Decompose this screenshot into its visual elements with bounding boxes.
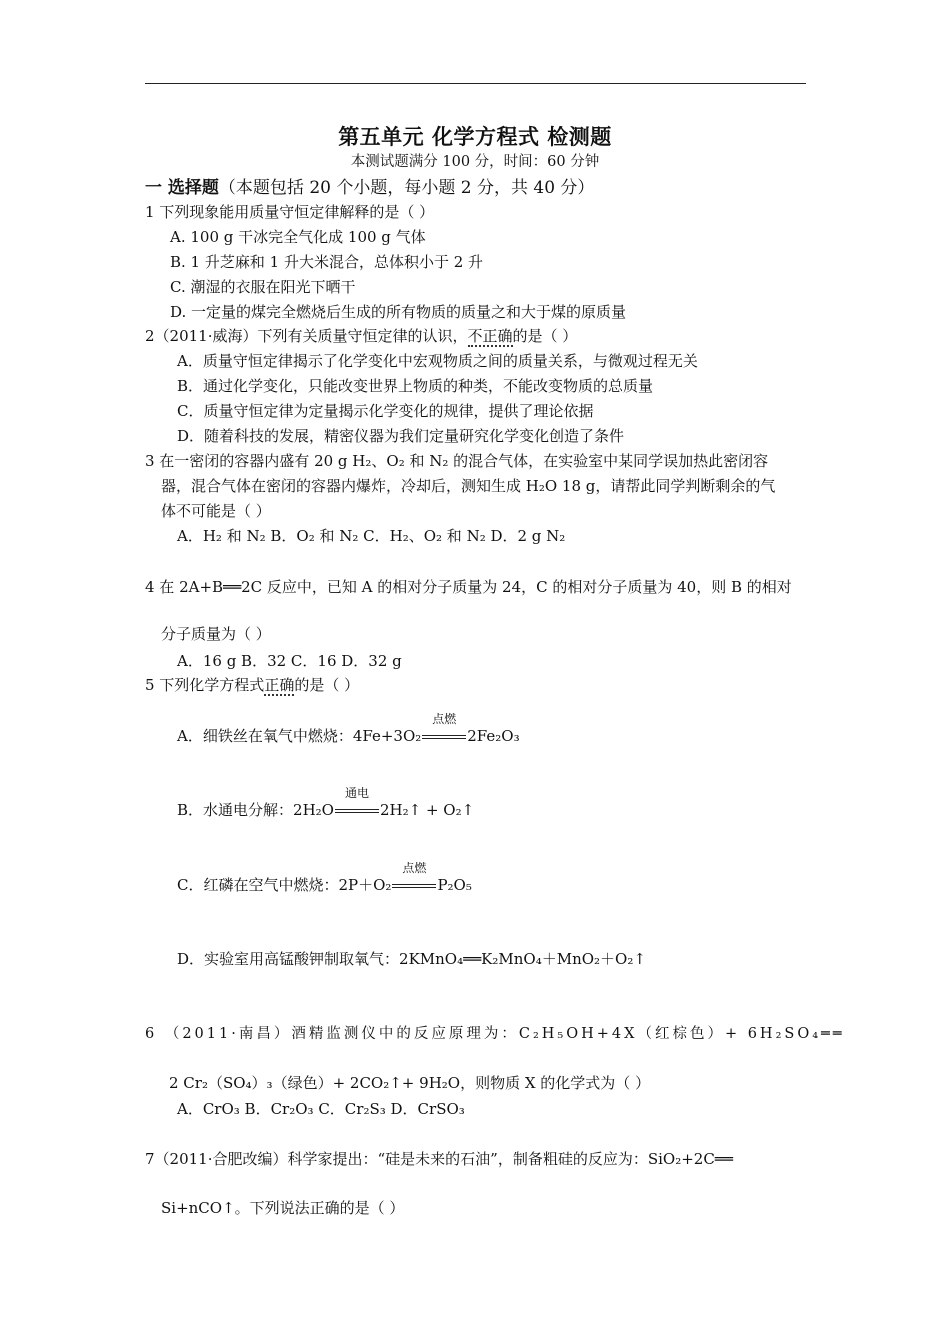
q4-line-2: 分子质量为（ ） xyxy=(161,625,271,643)
q6-line-2: 2 Cr₂（SO₄）₃（绿色）+ 2CO₂↑+ 9H₂O，则物质 X 的化学式为（ ） xyxy=(169,1074,651,1092)
q5-option-a xyxy=(177,712,520,746)
q5-option-c xyxy=(177,861,472,895)
q5-stem-post: 的是（ ） xyxy=(294,676,360,694)
q5-option-a-arrow xyxy=(421,712,467,746)
q5-option-c-condition: 点燃 xyxy=(402,861,427,875)
page-title: 第五单元 化学方程式 检测题 xyxy=(338,124,612,149)
q1-option-d: D. 一定量的煤完全燃烧后生成的所有物质的质量之和大于煤的原质量 xyxy=(170,303,627,321)
q4-options: A．16 g B．32 C．16 D．32 g xyxy=(177,652,402,670)
q5-option-b xyxy=(177,786,475,820)
q5-option-d: D．实验室用高锰酸钾制取氧气：2KMnO₄══K₂MnO₄＋MnO₂＋O₂↑ xyxy=(177,950,646,968)
q1-option-c: C. 潮湿的衣服在阳光下晒干 xyxy=(170,278,356,296)
q2-option-b: B．通过化学变化，只能改变世界上物质的种类，不能改变物质的总质量 xyxy=(177,377,654,395)
q2-option-a: A．质量守恒定律揭示了化学变化中宏观物质之间的质量关系，与微观过程无关 xyxy=(177,352,698,370)
q7-line-1: 7（2011·合肥改编）科学家提出：“硅是未来的石油”，制备粗硅的反应为：SiO₂+2C══ xyxy=(145,1150,733,1168)
q5-option-c-products: P₂O₅ xyxy=(437,876,472,894)
q3-line-3: 体不可能是（ ） xyxy=(161,502,271,520)
q5-stem-pre: 5 下列化学方程式 xyxy=(145,676,265,694)
q3-options: A．H₂ 和 N₂ B．O₂ 和 N₂ C．H₂、O₂ 和 N₂ D．2 g N₂ xyxy=(177,527,566,545)
q5-option-a-condition: 点燃 xyxy=(432,712,457,726)
section-heading xyxy=(145,177,594,199)
q4-line-1: 4 在 2A+B══2C 反应中，已知 A 的相对分子质量为 24，C 的相对分子质量为 40，则 B 的相对 xyxy=(145,578,792,596)
q2-option-c: C．质量守恒定律为定量揭示化学变化的规律，提供了理论依据 xyxy=(177,402,594,420)
q6-options: A．CrO₃ B．Cr₂O₃ C．Cr₂S₃ D．CrSO₃ xyxy=(177,1100,465,1118)
q6-line-1: 6 （2011·南昌）酒精监测仪中的反应原理为：C₂H₅OH+4X（红棕色）+ 6H₂SO₄══ xyxy=(145,1026,845,1042)
section-heading-label: 一 选择题 xyxy=(145,178,219,198)
q2-option-d: D．随着科技的发展，精密仪器为我们定量研究化学变化创造了条件 xyxy=(177,427,625,445)
q5-stem-emphasis: 正确 xyxy=(264,676,295,694)
q5-option-a-reactants: A．细铁丝在氧气中燃烧：4Fe+3O₂ xyxy=(177,727,422,745)
q5-option-b-products: 2H₂↑ + O₂↑ xyxy=(379,801,475,819)
q5-option-a-products: 2Fe₂O₃ xyxy=(467,727,520,745)
q3-line-1: 3 在一密闭的容器内盛有 20 g H₂、O₂ 和 N₂ 的混合气体，在实验室中某同学误加热此密闭容 xyxy=(145,452,769,470)
q2-stem-emphasis: 不正确 xyxy=(467,327,513,345)
q5-option-c-reactants: C．红磷在空气中燃烧：2P＋O₂ xyxy=(177,876,392,894)
page-subtitle: 本测试题满分 100 分，时间：60 分钟 xyxy=(350,154,600,170)
header-rule xyxy=(145,83,806,84)
q7-line-2: Si+nCO↑。下列说法正确的是（ ） xyxy=(161,1199,405,1217)
q5-option-b-condition: 通电 xyxy=(344,786,369,800)
q5-option-b-reactants: B．水通电分解：2H₂O xyxy=(177,801,334,819)
q2-stem xyxy=(145,326,577,346)
section-note: （本题包括 20 个小题，每小题 2 分，共 40 分） xyxy=(218,178,595,198)
q1-option-a: A. 100 g 干冰完全气化成 100 g 气体 xyxy=(170,228,426,246)
q5-option-b-arrow xyxy=(334,786,380,820)
q2-stem-post: 的是（ ） xyxy=(512,327,578,345)
q2-stem-pre: 2（2011·威海）下列有关质量守恒定律的认识， xyxy=(145,327,468,345)
q3-line-2: 器，混合气体在密闭的容器内爆炸，冷却后，测知生成 H₂O 18 g，请帮此同学判断剩余的气 xyxy=(161,477,776,495)
q5-option-c-arrow xyxy=(391,861,437,895)
q1-stem: 1 下列现象能用质量守恒定律解释的是（ ） xyxy=(145,203,435,221)
q1-option-b: B. 1 升芝麻和 1 升大米混合，总体积小于 2 升 xyxy=(170,253,484,271)
q5-stem xyxy=(145,675,359,695)
